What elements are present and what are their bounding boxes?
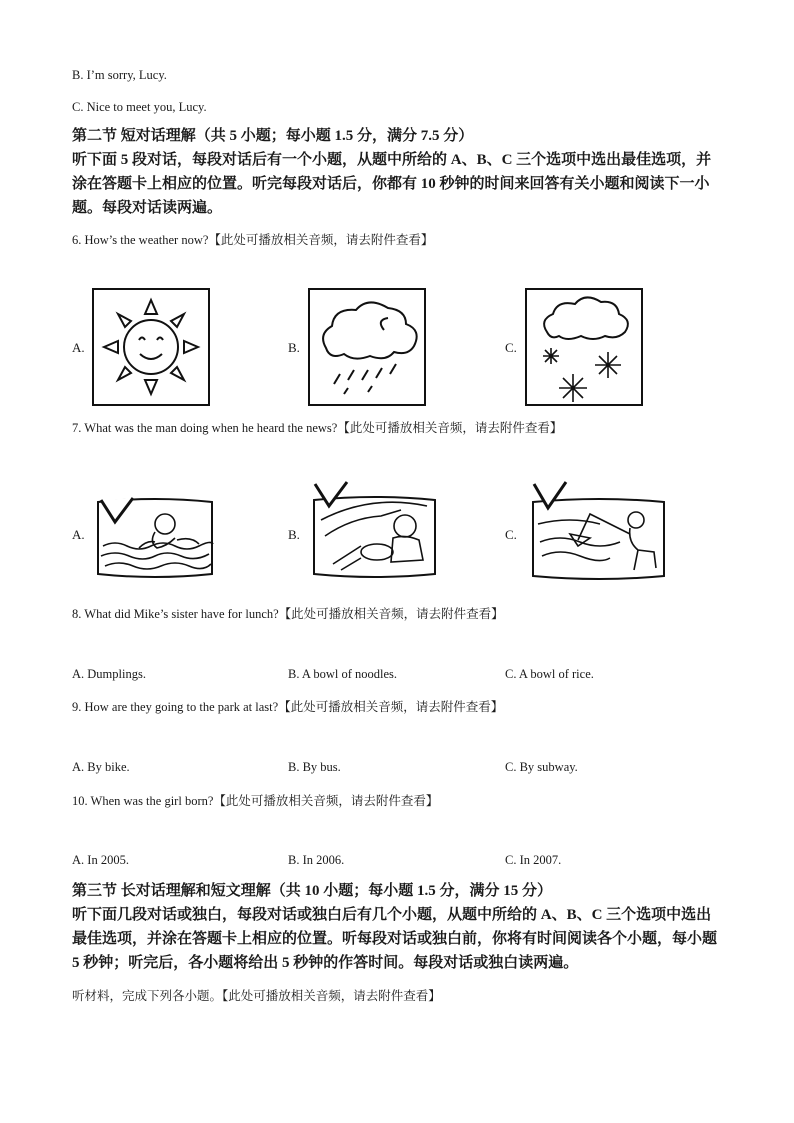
option-b-line: B. I’m sorry, Lucy.: [72, 68, 167, 82]
question-8: 8. What did Mike’s sister have for lunch?【此处可播放相关音频，请去附件查看】: [72, 607, 504, 621]
option-c-line: C. Nice to meet you, Lucy.: [72, 100, 207, 114]
section2-instructions: 听下面 5 段对话，每段对话后有一个小题，从题中所给的 A、B、C 三个选项中选出最佳选项，并涂在答题卡上相应的位置。听完每段对话后，你都有 10 秒钟的时间来回答有关小题和阅读下一小题。每段对话读两遍。: [72, 152, 712, 216]
section3-heading: 第三节 长对话理解和短文理解（共 10 小题；每小题 1.5 分，满分 15 分）: [72, 883, 553, 899]
q8-option-b: B. A bowl of noodles.: [288, 667, 398, 681]
q7-option-c-label: C.: [505, 527, 517, 542]
q6-option-a-label: A.: [72, 340, 85, 355]
q6-option-b-label: B.: [288, 340, 300, 355]
sun-icon: [92, 288, 210, 406]
section3-instructions: 听下面几段对话或独白，每段对话或独白后有几个小题，从题中所给的 A、B、C 三个选项中选出最佳选项，并涂在答题卡上相应的位置。听每段对话或独白前，你将有时间阅读各个小题，每小题 5 秒钟；听完后，各小题将给出 5 秒钟的作答时间。每段对话或独白读两遍。: [72, 907, 718, 971]
section3-prompt: 听材料，完成下列各小题。【此处可播放相关音频，请去附件查看】: [72, 989, 441, 1003]
q9-option-b: B. By bus.: [288, 760, 341, 774]
q7-option-a-label: A.: [72, 527, 85, 542]
q7-option-b-label: B.: [288, 527, 300, 542]
q6-option-c-label: C.: [505, 340, 517, 355]
section2-heading: 第二节 短对话理解（共 5 小题；每小题 1.5 分，满分 7.5 分）: [72, 128, 474, 144]
q9-option-a: A. By bike.: [72, 760, 130, 774]
snow-cloud-icon: [525, 288, 643, 406]
q10-option-c: C. In 2007.: [505, 853, 562, 867]
q10-option-a: A. In 2005.: [72, 853, 129, 867]
question-10: 10. When was the girl born?【此处可播放相关音频，请去附件查看】: [72, 794, 439, 808]
driving-man-picture: [311, 480, 438, 578]
rain-cloud-icon: [308, 288, 426, 406]
fishing-man-picture: [530, 480, 667, 580]
q8-option-a: A. Dumplings.: [72, 667, 146, 681]
q9-option-c: C. By subway.: [505, 760, 578, 774]
question-6: 6. How’s the weather now?【此处可播放相关音频，请去附件查看】: [72, 233, 434, 247]
q10-option-b: B. In 2006.: [288, 853, 345, 867]
q8-option-c: C. A bowl of rice.: [505, 667, 594, 681]
swimming-man-picture: [95, 496, 215, 578]
question-9: 9. How are they going to the park at last?【此处可播放相关音频，请去附件查看】: [72, 700, 504, 714]
question-7: 7. What was the man doing when he heard the news?【此处可播放相关音频，请去附件查看】: [72, 421, 563, 435]
